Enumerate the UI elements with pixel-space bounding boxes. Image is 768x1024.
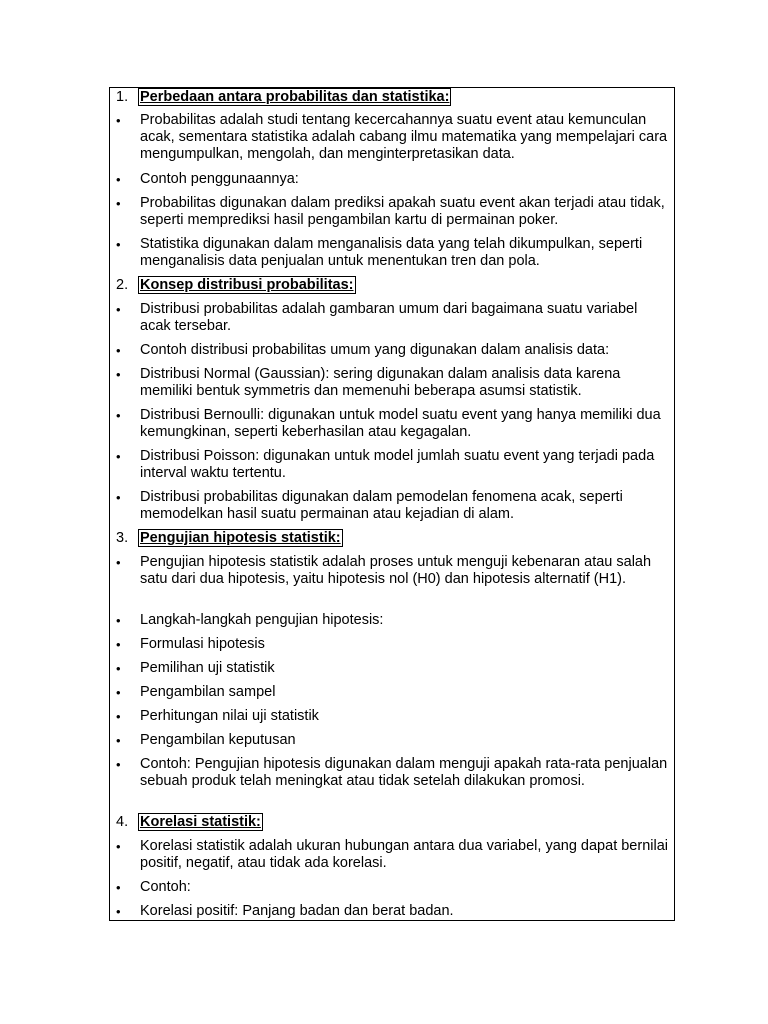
bullet-icon: • [116, 613, 121, 628]
bullet-icon: • [116, 343, 121, 358]
bullet-icon: • [116, 904, 121, 919]
bullet-icon: • [116, 408, 121, 423]
bullet-icon: • [116, 709, 121, 724]
section-number: 2. [116, 277, 129, 293]
bullet-icon: • [116, 637, 121, 652]
section-title: Korelasi statistik: [140, 814, 261, 830]
bullet-icon: • [116, 555, 121, 570]
section-number: 1. [116, 89, 129, 105]
bullet-icon: • [116, 685, 121, 700]
bullet-icon: • [116, 367, 121, 382]
bullet-icon: • [116, 237, 121, 252]
section-title: Perbedaan antara probabilitas dan statistika: [140, 89, 450, 105]
bullet-icon: • [116, 490, 121, 505]
section-number: 3. [116, 530, 129, 546]
bullet-icon: • [116, 196, 121, 211]
bullet-icon: • [116, 302, 121, 317]
section-number: 4. [116, 814, 129, 830]
bullet-icon: • [116, 880, 121, 895]
bullet-icon: • [116, 661, 121, 676]
bullet-icon: • [116, 172, 121, 187]
bullet-icon: • [116, 113, 121, 128]
bullet-icon: • [116, 839, 121, 854]
section-title: Konsep distribusi probabilitas: [140, 277, 354, 293]
bullet-icon: • [116, 733, 121, 748]
section-title: Pengujian hipotesis statistik: [140, 530, 341, 546]
document-frame: 1. Perbedaan antara probabilitas dan statistika: • Probabilitas adalah studi tentang kecercahannya suatu event atau kemunculan acak, sementara statistika adalah cabang ilmu matematika yang mempelajari cara mengumpulkan, mengolah, dan menginterpretasikan data. • Contoh penggunaannya: • Probabilitas digunakan dalam prediksi apakah suatu event akan terjadi atau tidak, seperti memprediksi hasil pengambilan kartu di permainan poker. • Statistika digunakan dalam menganalisis data yang telah dikumpulkan, seperti menganalisis data penjualan untuk menentukan tren dan pola. 2. Konsep distribusi probabilitas: • Distribusi probabilitas adalah gambaran umum dari bagaimana suatu variabel acak tersebar. • Contoh distribusi probabilitas umum yang digunakan dalam analisis data: • Distribusi Normal (Gaussian): sering digunakan dalam analisis data karena memiliki bentuk symmetris dan memenuhi beberapa asumsi statistik. • Distribusi Bernoulli: digunakan untuk model suatu event yang hanya memiliki dua kemungkinan, seperti keberhasilan atau kegagalan. • Distribusi Poisson: digunakan untuk model jumlah suatu event yang terjadi pada interval waktu tertentu. • Distribusi probabilitas digunakan dalam pemodelan fenomena acak, seperti memodelkan hasil suatu permainan atau kejadian di alam. 3. Pengujian hipotesis statistik: • Pengujian hipotesis statistik adalah proses untuk menguji kebenaran atau salah satu dari dua hipotesis, yaitu hipotesis nol (H0) dan hipotesis alternatif (H1). • Langkah-langkah pengujian hipotesis: • Formulasi hipotesis • Pemilihan uji statistik • Pengambilan sampel • Perhitungan nilai uji statistik • Pengambilan keputusan • Contoh: Pengujian hipotesis digunakan dalam menguji apakah rata-rata penjualan sebuah produk telah meningkat atau tidak setelah dilakukan promosi. 4. Korelasi statistik: • Korelasi statistik adalah ukuran hubungan antara dua variabel, yang dapat bernilai positif, negatif, atau tidak ada korelasi. • Contoh: • Korelasi positif: Panjang badan dan berat badan. [109, 87, 675, 921]
bullet-icon: • [116, 757, 121, 772]
bullet-icon: • [116, 449, 121, 464]
